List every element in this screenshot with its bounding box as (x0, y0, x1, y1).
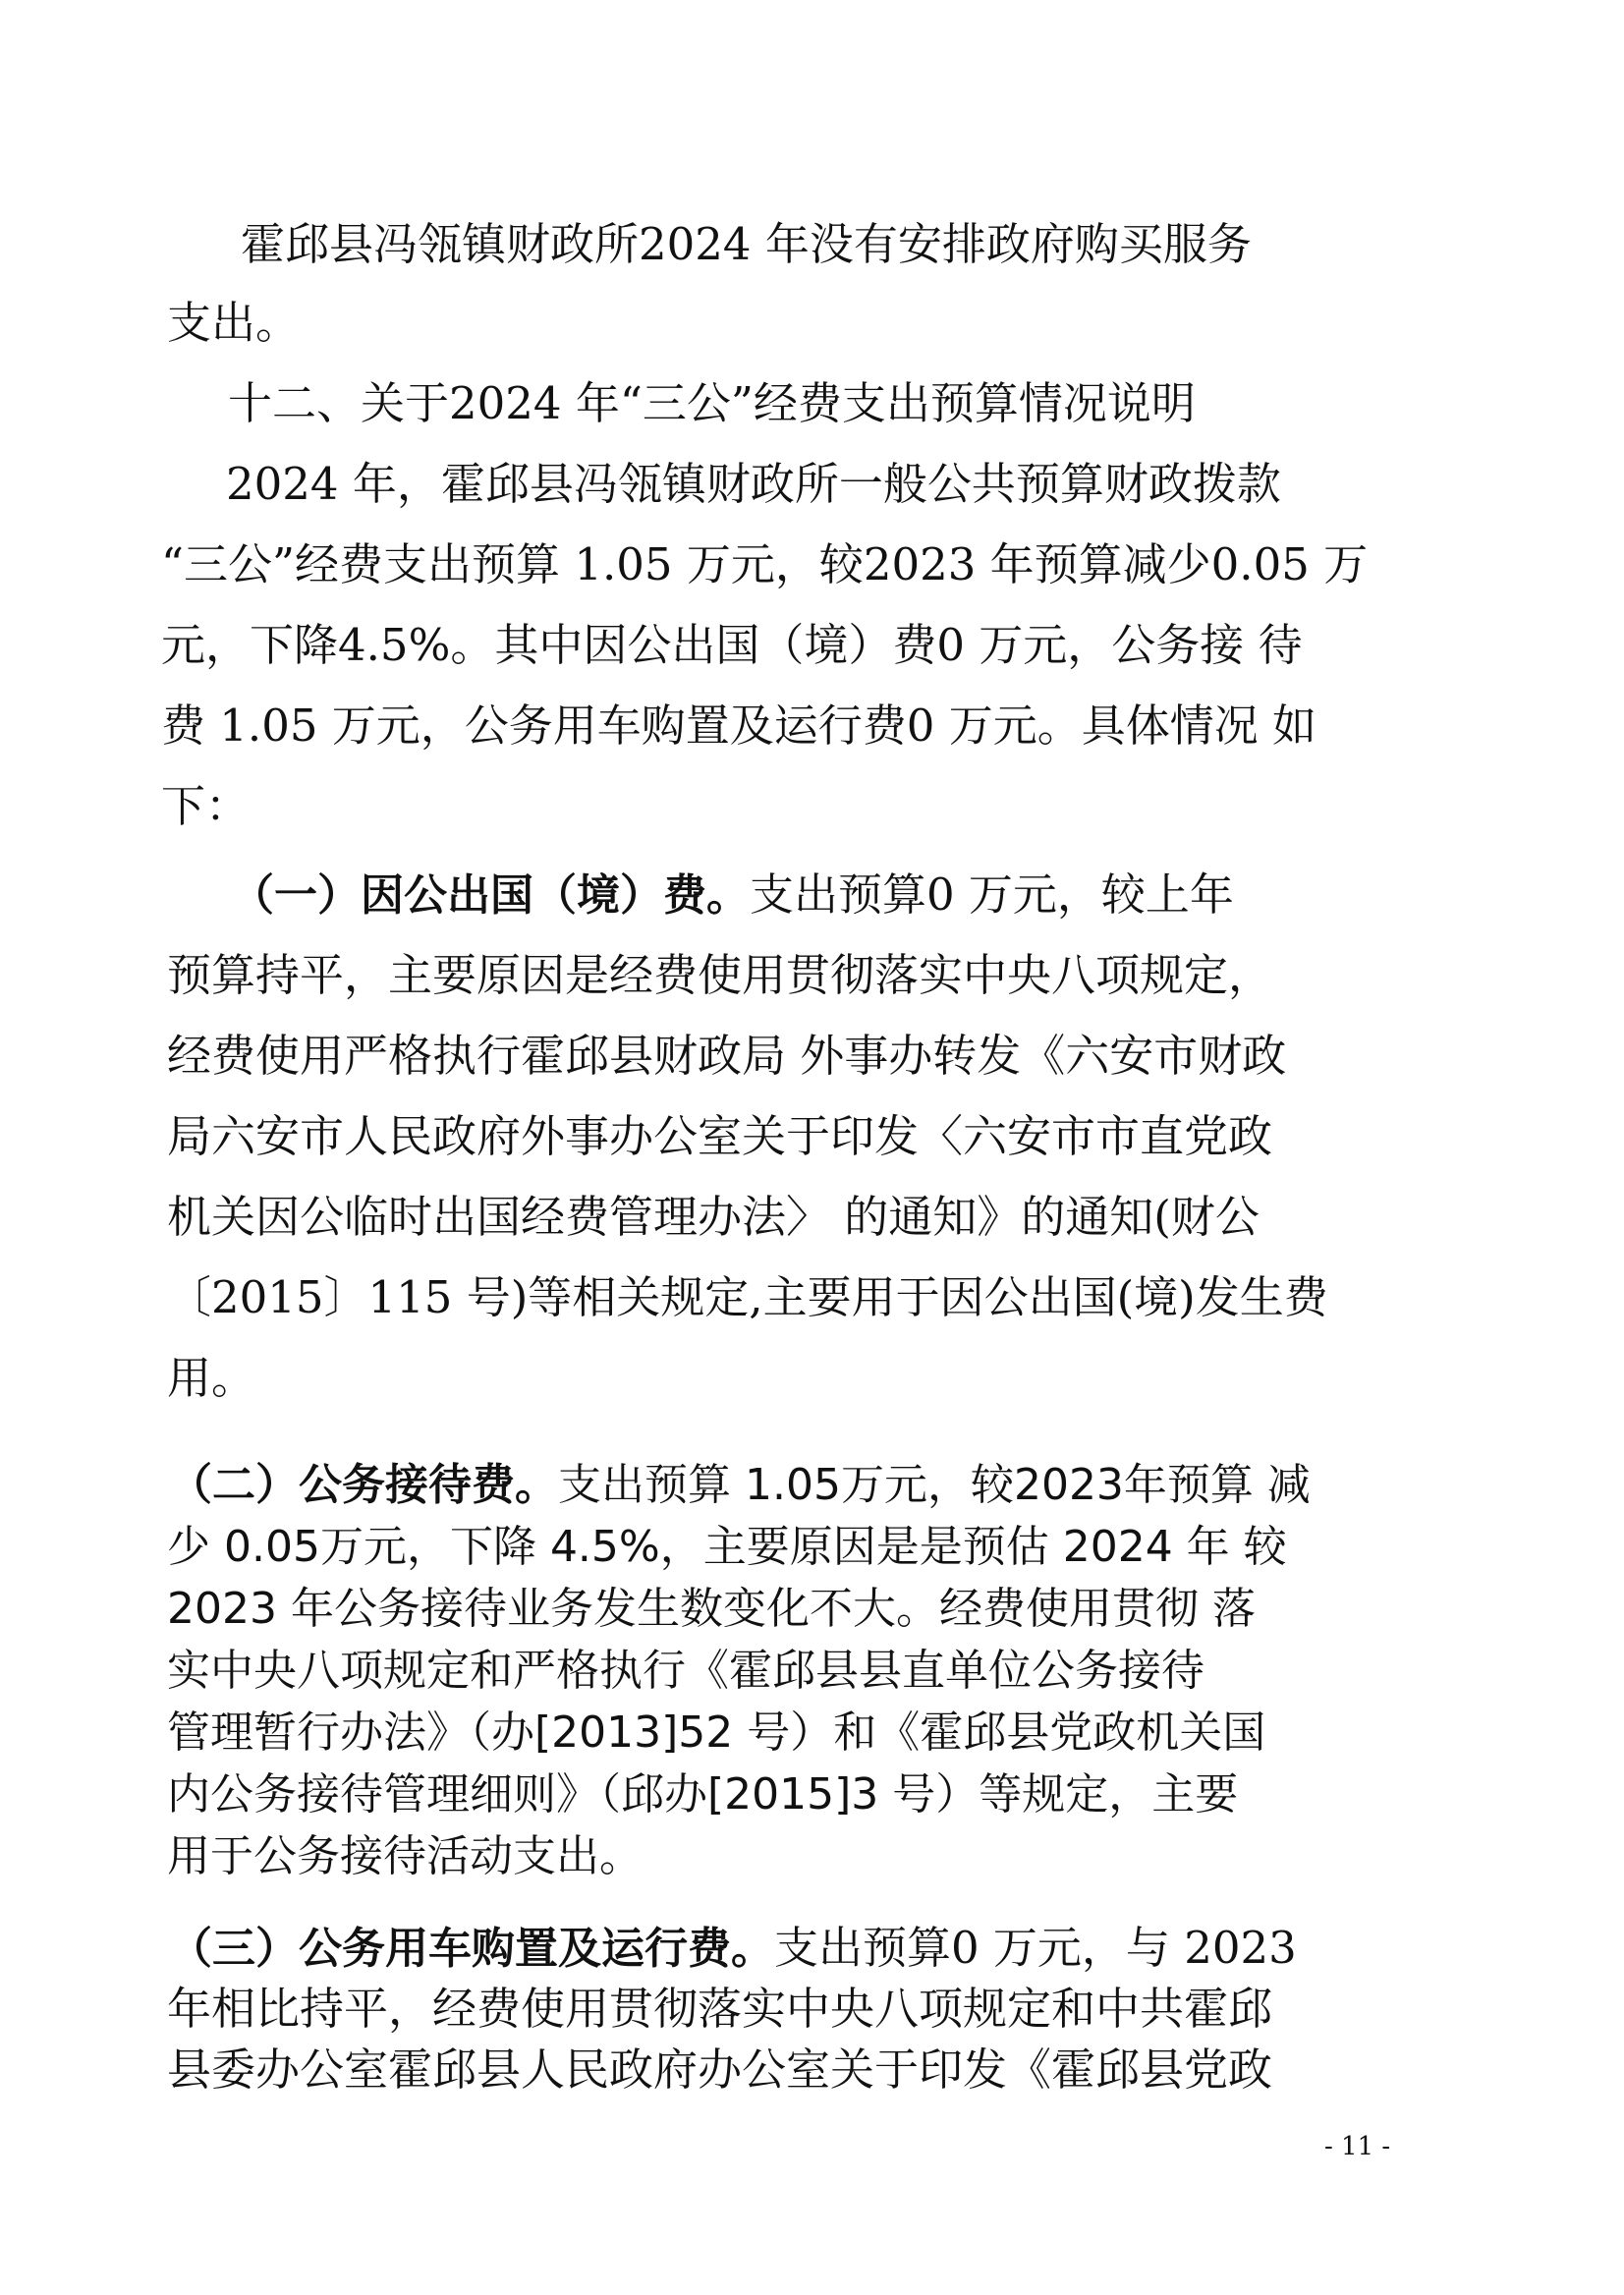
paragraph-line: 霍邱县冯瓴镇财政所2024 年没有安排政府购买服务 (241, 218, 1252, 270)
subsection-text: 支出预算0 万元，较上年 (750, 868, 1234, 921)
paragraph-line: 预算持平，主要原因是经费使用贯彻落实中央八项规定， (167, 949, 1273, 1001)
subsection-title: （二）公务接待费。 (169, 1460, 558, 1510)
paragraph-line: 机关因公临时出国经费管理办法〉 的通知》的通知(财公 (167, 1191, 1260, 1243)
section-heading: 十二、关于2024 年“三公”经费支出预算情况说明 (228, 377, 1196, 429)
paragraph-line: 县委办公室霍邱县人民政府办公室关于印发《霍邱县党政 (167, 2043, 1273, 2096)
paragraph-line: 〔2015〕115 号)等相关规定,主要用于因公出国(境)发生费 (167, 1271, 1328, 1323)
subsection-text: 支出预算0 万元，与 2023 (774, 1922, 1297, 1974)
paragraph-line: 实中央八项规定和严格执行《霍邱县县直单位公务接待 (167, 1646, 1204, 1696)
page-number: - 11 - (1324, 2132, 1391, 2161)
subsection-first-line (169, 1460, 1311, 1510)
subsection-first-line (169, 1922, 1297, 1974)
subsection-title: （三）公务用车购置及运行费。 (169, 1924, 774, 1974)
paragraph-line: 用于公务接待活动支出。 (167, 1831, 643, 1881)
paragraph-line: 管理暂行办法》（办[2013]52 号）和《霍邱县党政机关国 (167, 1707, 1266, 1758)
paragraph-line: 支出。 (167, 297, 301, 349)
paragraph-line: 元，下降4.5%。其中因公出国（境）费0 万元，公务接 待 (161, 619, 1303, 671)
paragraph-line: 内公务接待管理细则》（邱办[2015]3 号）等规定，主要 (167, 1769, 1239, 1819)
paragraph-line: 少 0.05万元，下降 4.5%，主要原因是是预估 2024 年 较 (167, 1522, 1287, 1572)
paragraph-line: 局六安市人民政府外事办公室关于印发〈六安市市直党政 (167, 1110, 1273, 1162)
paragraph-line: 年相比持平，经费使用贯彻落实中央八项规定和中共霍邱 (167, 1983, 1273, 2035)
paragraph-line: 用。 (167, 1352, 256, 1404)
subsection-first-line (231, 868, 1234, 921)
paragraph-line: 费 1.05 万元，公务用车购置及运行费0 万元。具体情况 如 (161, 700, 1317, 752)
subsection-title: （一）因公出国（境）费。 (231, 870, 750, 921)
paragraph-line: “三公”经费支出预算 1.05 万元，较2023 年预算减少0.05 万 (161, 538, 1369, 590)
paragraph-line: 2023 年公务接待业务发生数变化不大。经费使用贯彻 落 (167, 1584, 1256, 1634)
subsection-text: 支出预算 1.05万元，较2023年预算 减 (558, 1460, 1311, 1510)
paragraph-line: 下： (161, 780, 251, 832)
paragraph-line: 经费使用严格执行霍邱县财政局 外事办转发《六安市财政 (167, 1030, 1287, 1082)
paragraph-line: 2024 年，霍邱县冯瓴镇财政所一般公共预算财政拨款 (226, 458, 1281, 510)
